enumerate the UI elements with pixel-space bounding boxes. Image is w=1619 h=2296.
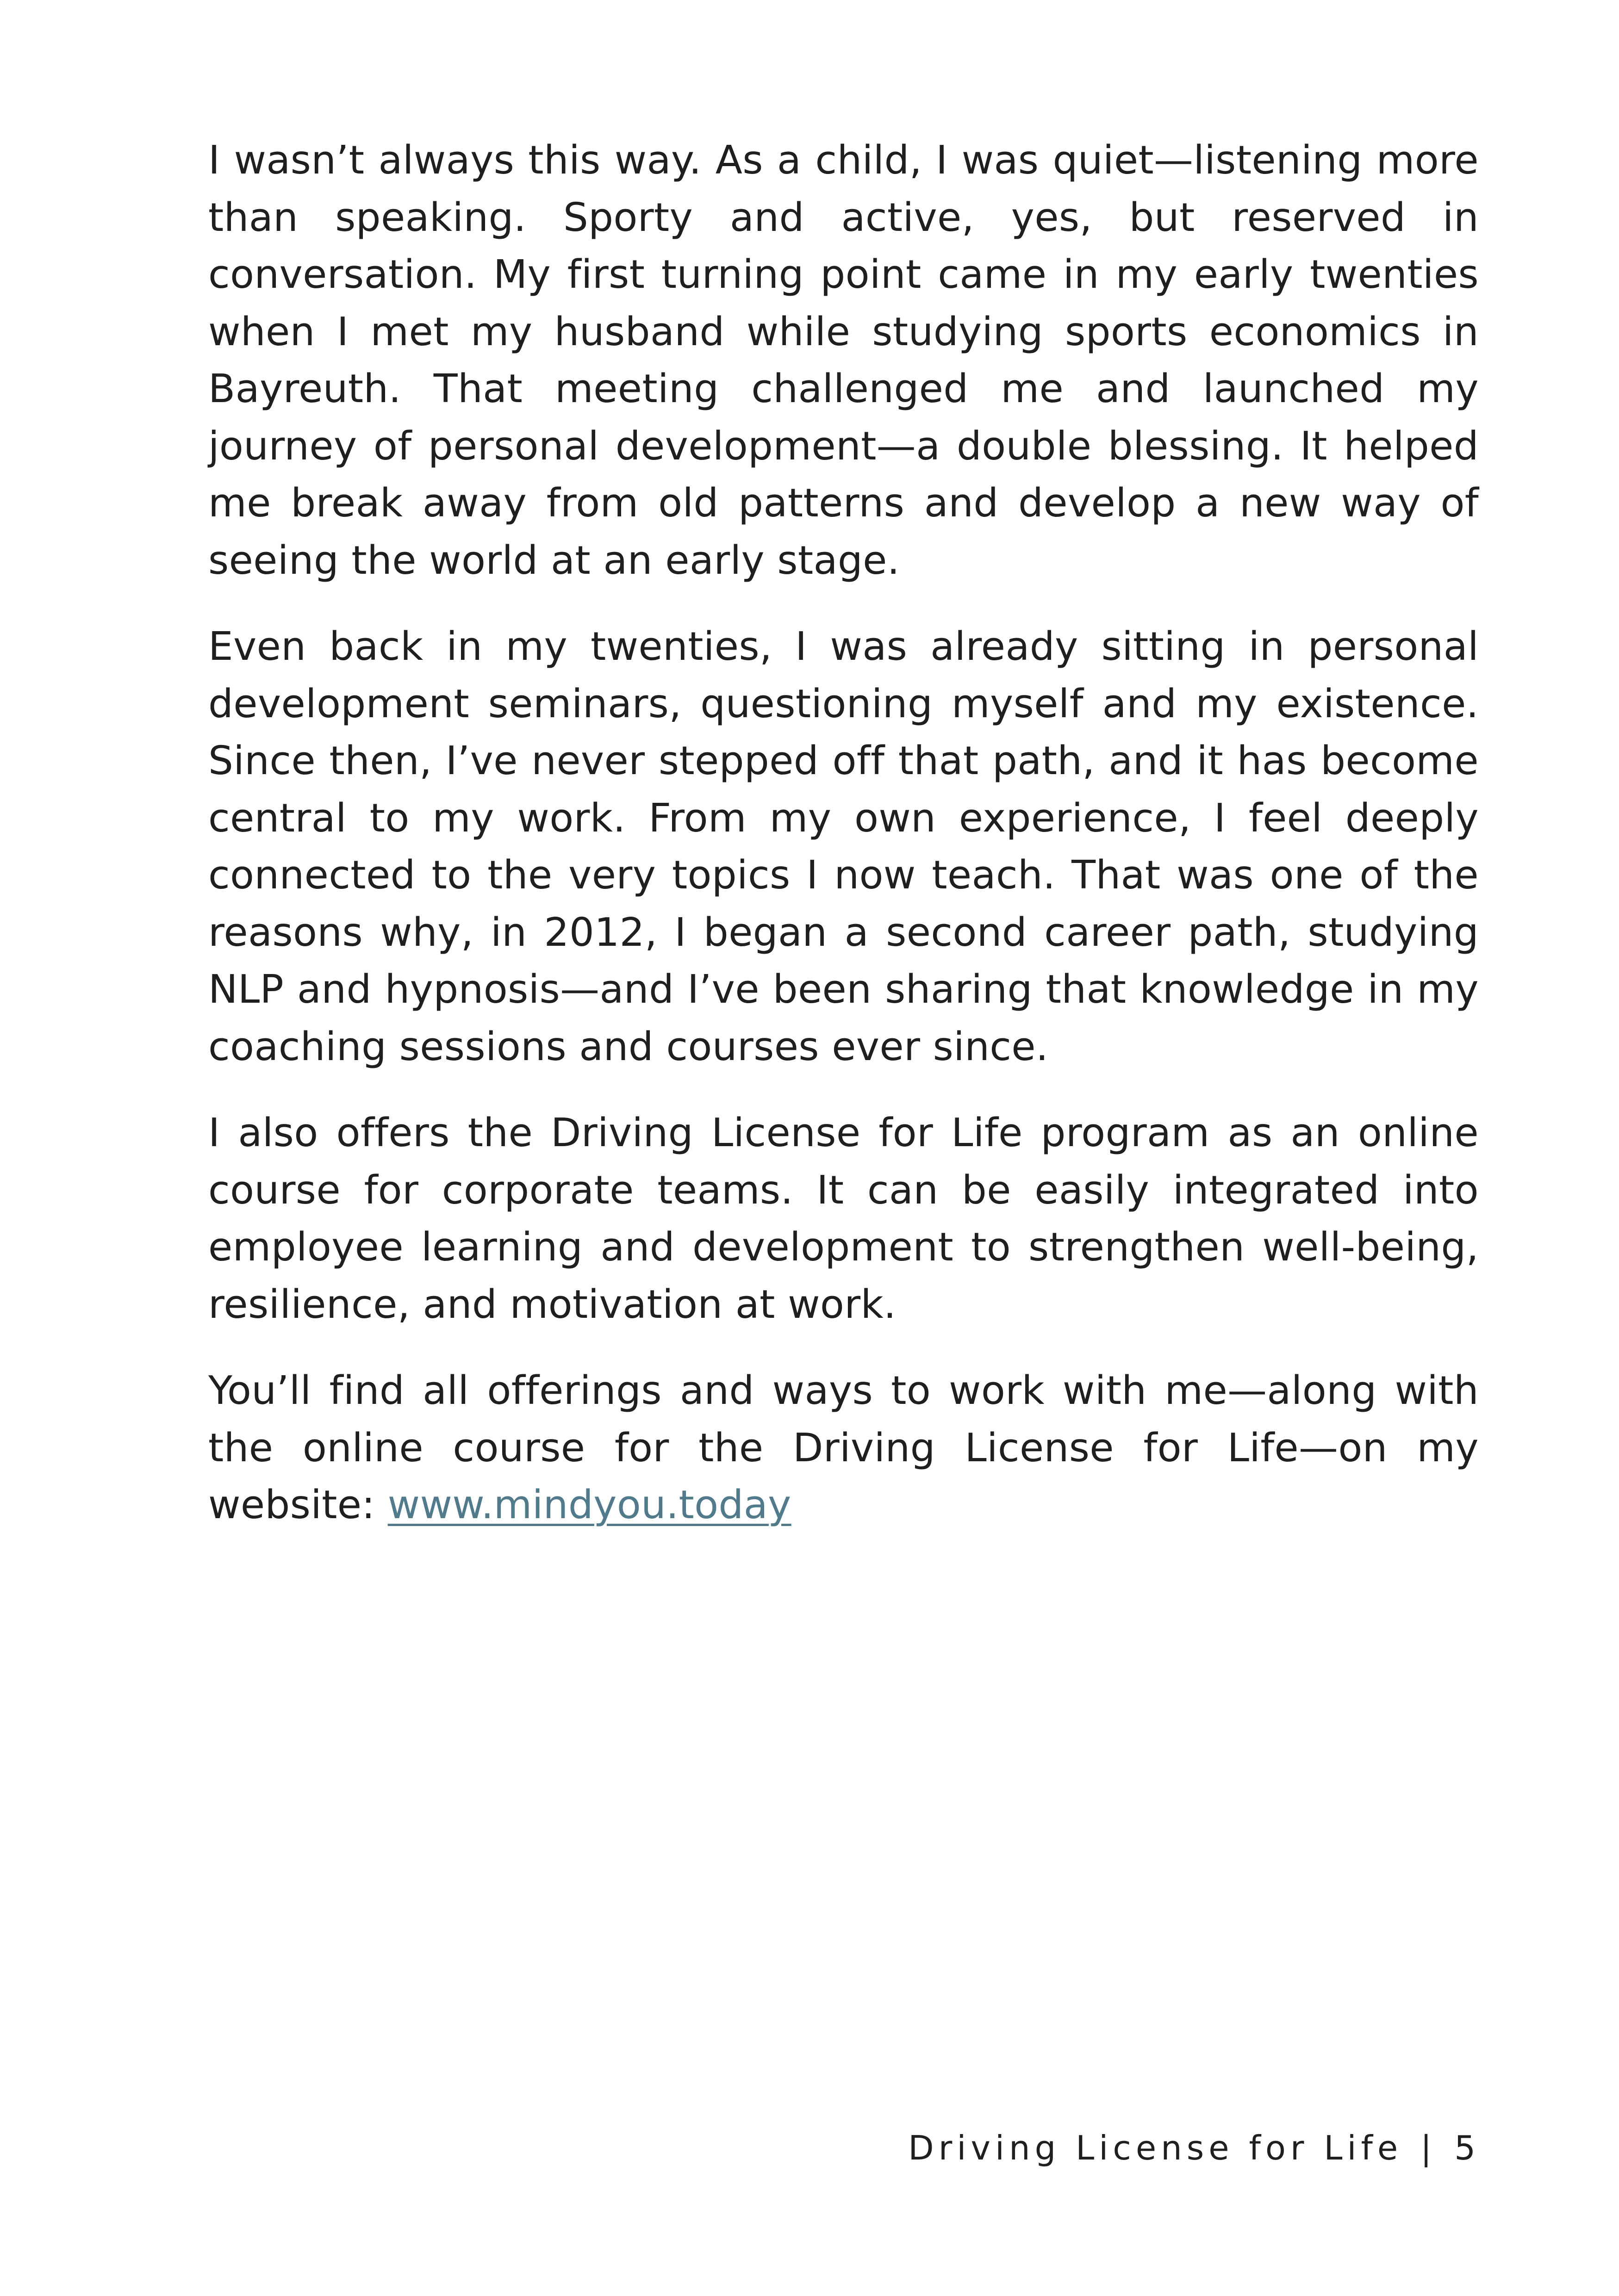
paragraph-4-text: You’ll find all offerings and ways to work with me—along with the online course for the Driving License for Life—on my website:: [208, 1368, 1479, 1528]
body-text: [208, 132, 1479, 1563]
paragraph-1: I wasn’t always this way. As a child, I was quiet—listening more than speaking. Sporty and active, yes, but reserved in conversation. My first turning point came in my early twenties when I met my husband while studying sports economics in Bayreuth. That meeting challenged me and launched my journey of personal development—a double blessing. It helped me break away from old patterns and develop a new way of seeing the world at an early stage.: [208, 137, 1479, 583]
page-number: 5: [1454, 2128, 1480, 2167]
footer-title: Driving License for Life: [908, 2128, 1403, 2167]
paragraph-4: [208, 1362, 1479, 1534]
footer-separator: |: [1420, 2128, 1437, 2167]
page-footer: [908, 2128, 1480, 2167]
website-link[interactable]: www.mindyou.today: [387, 1482, 791, 1528]
paragraph-3: I also offers the Driving License for Life program as an online course for corporate teams. It can be easily integrated into employee learning and development to strengthen well-being, resilience, and motivation at work.: [208, 1110, 1479, 1328]
paragraph-2: Even back in my twenties, I was already sitting in personal development seminars, questioning myself and my existence. Since then, I’ve never stepped off that path, and it has become central to my work. From my own experience, I feel deeply connected to the very topics I now teach. That was one of the reasons why, in 2012, I began a second career path, studying NLP and hypnosis—and I’ve been sharing that knowledge in my coaching sessions and courses ever since.: [208, 624, 1479, 1070]
